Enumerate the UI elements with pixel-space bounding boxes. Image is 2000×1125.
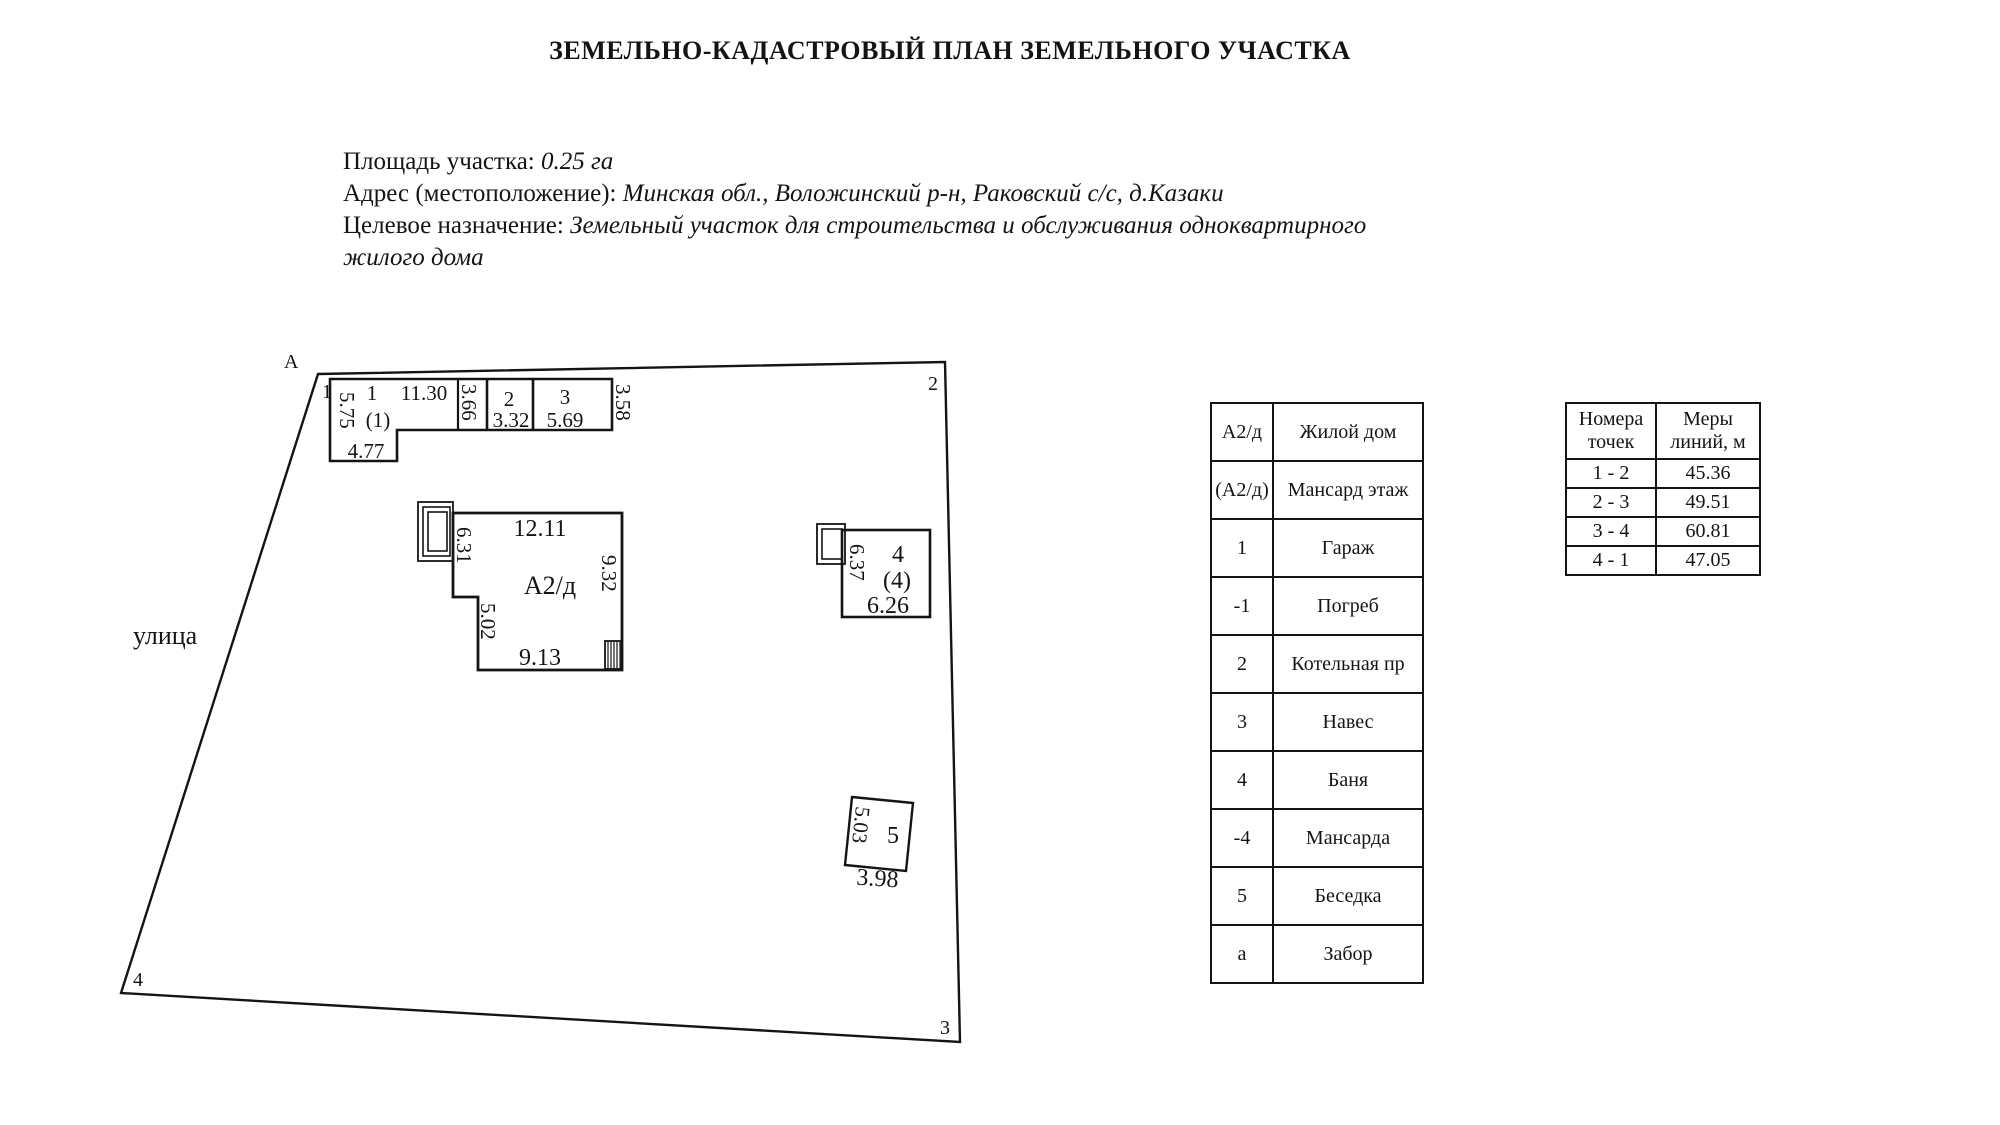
strip-dim: 3.66 [457, 384, 481, 421]
boiler-dim: 3.32 [492, 408, 530, 432]
corner-label-a: А [284, 351, 299, 373]
table-row [1211, 403, 1423, 461]
legend-code: 2 [1211, 635, 1273, 693]
legend-name: Баня [1273, 751, 1423, 809]
legend-table [1210, 402, 1424, 984]
legend-code: 3 [1211, 693, 1273, 751]
page-title: ЗЕМЕЛЬНО-КАДАСТРОВЫЙ ПЛАН ЗЕМЕЛЬНОГО УЧАСТКА [549, 36, 1351, 65]
legend-name: Погреб [1273, 577, 1423, 635]
table-row [1211, 925, 1423, 983]
legend-name: Беседка [1273, 867, 1423, 925]
purpose-value-line2: жилого дома [343, 244, 484, 271]
house-steps-symbol [605, 641, 622, 669]
legend-code: А2/д [1211, 403, 1273, 461]
purpose-value-line1: Земельный участок для строительства и обслуживания одноквартирного [570, 212, 1367, 239]
gazebo-building [845, 797, 913, 893]
header-points-line2: точек [1587, 431, 1635, 453]
shed-number: 3 [559, 385, 571, 409]
corner-label-2: 2 [928, 373, 938, 395]
garage-bottom-dim: 4.77 [347, 439, 385, 463]
house-notch-dim: 5.02 [476, 603, 500, 640]
shed-dim: 5.69 [546, 408, 584, 432]
table-row [1566, 546, 1760, 575]
table-row [1211, 751, 1423, 809]
banya-inner-label: (4) [883, 568, 911, 594]
dwelling-house [418, 502, 622, 671]
gazebo-left-dim: 5.03 [847, 805, 875, 845]
measures-header-points [1566, 403, 1656, 459]
table-header-row [1566, 403, 1760, 459]
measure-length: 45.36 [1656, 459, 1760, 488]
table-row [1566, 488, 1760, 517]
address-value: Минская обл., Воложинский р-н, Раковский с/с, д.Казаки [622, 180, 1224, 207]
house-left-dim: 6.31 [452, 527, 476, 564]
house-bottom-dim: 9.13 [519, 645, 561, 671]
corner-label-4: 4 [133, 969, 143, 991]
area-value: 0.25 га [541, 148, 614, 175]
house-top-dim: 12.11 [513, 516, 567, 542]
legend-name: Мансард этаж [1273, 461, 1423, 519]
legend-name: Навес [1273, 693, 1423, 751]
banya-number: 4 [892, 542, 904, 568]
legend-name: Жилой дом [1273, 403, 1423, 461]
header-points-line1: Номера [1578, 408, 1644, 430]
measure-points: 3 - 4 [1566, 517, 1656, 546]
measure-length: 60.81 [1656, 517, 1760, 546]
plot-boundary [121, 362, 960, 1042]
table-row [1211, 519, 1423, 577]
outbuilding-cluster [330, 379, 635, 463]
banya-left-dim: 6.37 [845, 544, 869, 581]
legend-code: а [1211, 925, 1273, 983]
garage-left-dim: 5.75 [335, 392, 359, 429]
cluster-right-dim: 3.58 [611, 384, 635, 421]
banya-building [817, 524, 930, 619]
measure-points: 1 - 2 [1566, 459, 1656, 488]
table-row [1211, 693, 1423, 751]
house-porch-symbol-inner [423, 507, 450, 556]
measure-length: 49.51 [1656, 488, 1760, 517]
corner-label-1: 1 [322, 381, 332, 403]
legend-name: Гараж [1273, 519, 1423, 577]
garage-number: 1 [366, 381, 378, 405]
house-label: А2/д [523, 571, 577, 600]
measures-table [1565, 402, 1761, 576]
gazebo-number: 5 [887, 823, 899, 849]
purpose-label: Целевое назначение: [343, 212, 571, 239]
legend-code: 5 [1211, 867, 1273, 925]
measures-header-length [1656, 403, 1760, 459]
banya-bottom-dim: 6.26 [867, 593, 909, 619]
address-label: Адрес (местоположение): [343, 180, 623, 207]
garage-inner-label: (1) [365, 408, 391, 432]
legend-code: 4 [1211, 751, 1273, 809]
legend-name: Котельная пр [1273, 635, 1423, 693]
house-right-dim: 9.32 [597, 555, 621, 592]
corner-label-3: 3 [940, 1017, 950, 1039]
legend-name: Забор [1273, 925, 1423, 983]
measure-points: 4 - 1 [1566, 546, 1656, 575]
measure-length: 47.05 [1656, 546, 1760, 575]
house-porch-symbol-inner2 [428, 512, 447, 551]
table-row [1566, 459, 1760, 488]
header-length-line1: Меры [1683, 408, 1733, 430]
table-row [1211, 577, 1423, 635]
legend-code: -1 [1211, 577, 1273, 635]
legend-code: (А2/д) [1211, 461, 1273, 519]
legend-code: -4 [1211, 809, 1273, 867]
table-row [1211, 809, 1423, 867]
garage-top-dim: 11.30 [400, 381, 448, 405]
legend-code: 1 [1211, 519, 1273, 577]
street-label: улица [133, 621, 198, 650]
header-length-line2: линий, м [1670, 431, 1746, 453]
table-row [1211, 635, 1423, 693]
gazebo-bottom-dim: 3.98 [855, 864, 900, 894]
table-row [1211, 867, 1423, 925]
table-row [1211, 461, 1423, 519]
measure-points: 2 - 3 [1566, 488, 1656, 517]
table-row [1566, 517, 1760, 546]
banya-porch-symbol-inner [822, 529, 842, 559]
boiler-number: 2 [503, 387, 515, 411]
area-label: Площадь участка: [343, 148, 541, 175]
legend-name: Мансарда [1273, 809, 1423, 867]
